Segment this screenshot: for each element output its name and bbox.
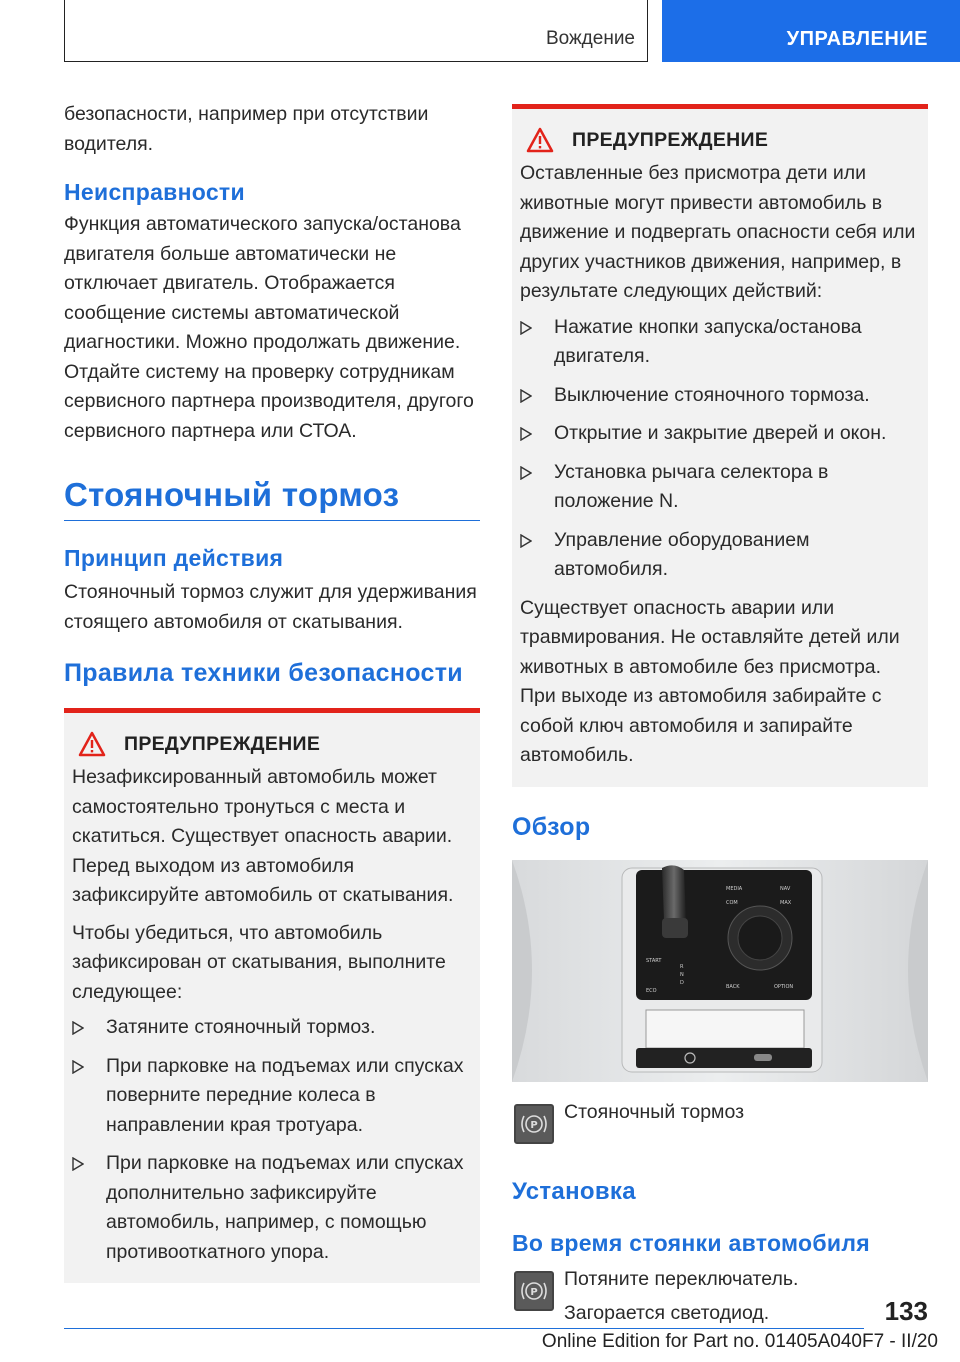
warning-triangle-icon bbox=[526, 127, 554, 153]
right-column bbox=[512, 104, 928, 1335]
malfunction-text: Функция автоматического запуска/останова двигателя больше автоматически не отключает двигатель. Отображается сообщение системы автоматической диагностики. Можно продолжать движение. Отдайте систему на проверку сотрудникам сервисного партнера производителя, другого сервисного партнера или СТОА. bbox=[64, 213, 474, 442]
warning-header bbox=[520, 127, 920, 153]
bullet-triangle-icon bbox=[520, 389, 532, 403]
warning-box-left bbox=[64, 708, 480, 1283]
warning-label: ПРЕДУПРЕЖДЕНИЕ bbox=[124, 732, 321, 755]
bullet-triangle-icon bbox=[520, 534, 532, 548]
led-text: Загорается светодиод. bbox=[564, 1301, 770, 1324]
safety-heading: Правила техники безопасности bbox=[64, 659, 463, 687]
edition-text: Online Edition for Part no. 01405A040F7 - II/20 bbox=[541, 1331, 938, 1352]
list-item-text: При парковке на подъемах или спусках дополнительно зафиксируйте автомобиль, например, с помощью противооткатного упора. bbox=[106, 1152, 464, 1263]
list-item-text: Открытие и закрытие дверей и окон. bbox=[554, 422, 887, 444]
svg-text:R: R bbox=[680, 963, 684, 970]
svg-text:COM: COM bbox=[726, 899, 738, 906]
svg-text:ECO: ECO bbox=[646, 987, 657, 994]
list-item bbox=[72, 1052, 472, 1141]
malfunction-heading: Неисправности bbox=[64, 179, 245, 205]
bullet-triangle-icon bbox=[72, 1157, 84, 1171]
svg-text:P: P bbox=[530, 1286, 538, 1298]
list-item-text: При парковке на подъемах или спусках поверните передние колеса в направлении края тротуара. bbox=[106, 1054, 464, 1136]
warning-list bbox=[72, 1013, 472, 1267]
svg-text:BACK: BACK bbox=[726, 983, 740, 990]
warning-text-2: Чтобы убедиться, что автомобиль зафиксирован от скатывания, выполните следующее: bbox=[72, 921, 446, 1003]
warning-text-1: Незафиксированный автомобиль может самостоятельно тронуться с места и скатиться. Существует опасность аварии. Перед выходом из автомобиля зафиксируйте автомобиль от скатывания. bbox=[72, 766, 454, 906]
list-item-text: Выключение стояночного тормоза. bbox=[554, 383, 870, 406]
parking-brake-icon bbox=[514, 1104, 554, 1144]
principle-text: Стояночный тормоз служит для удерживания стоящего автомобиля от скатывания. bbox=[64, 581, 477, 633]
svg-text:START: START bbox=[646, 957, 662, 964]
bullet-triangle-icon bbox=[520, 427, 532, 441]
list-item-text: Установка рычага селектора в положение N. bbox=[554, 460, 829, 512]
list-item bbox=[520, 526, 920, 585]
warning-text-1: Оставленные без присмотра дети или животные могут привести автомобиль в движение и подвергать опасности себя или других участников движения, например, в результате следующих действий: bbox=[520, 162, 916, 302]
pull-instruction-row bbox=[512, 1265, 928, 1335]
bullet-triangle-icon bbox=[520, 321, 532, 335]
warning-label: ПРЕДУПРЕЖДЕНИЕ bbox=[572, 128, 769, 151]
warning-triangle-icon bbox=[78, 731, 106, 757]
svg-text:N: N bbox=[680, 971, 684, 978]
install-heading: Установка bbox=[512, 1177, 636, 1205]
pull-text: Потяните переключатель. bbox=[564, 1267, 799, 1290]
list-item bbox=[520, 313, 920, 372]
warning-list bbox=[520, 313, 920, 585]
section-tab bbox=[64, 0, 648, 62]
bullet-triangle-icon bbox=[520, 466, 532, 480]
warning-box-right bbox=[512, 104, 928, 787]
list-item bbox=[520, 458, 920, 517]
chapter-tab bbox=[662, 0, 960, 62]
list-item bbox=[520, 381, 920, 411]
principle-heading: Принцип действия bbox=[64, 545, 284, 571]
list-item-text: Нажатие кнопки запуска/останова двигателя. bbox=[554, 315, 862, 367]
parking-brake-icon bbox=[514, 1271, 554, 1311]
overview-caption: Стояночный тормоз bbox=[564, 1100, 745, 1123]
parking-heading: Во время стоянки автомобиля bbox=[512, 1229, 870, 1256]
chapter-label: УПРАВЛЕНИЕ bbox=[786, 28, 928, 50]
center-console-illustration bbox=[512, 860, 928, 1082]
svg-text:NAV: NAV bbox=[780, 885, 791, 892]
list-item bbox=[72, 1149, 472, 1267]
svg-text:D: D bbox=[680, 979, 684, 986]
list-item bbox=[520, 419, 920, 449]
svg-text:MEDIA: MEDIA bbox=[726, 885, 743, 892]
warning-header bbox=[72, 731, 472, 757]
section-title-wrap bbox=[64, 476, 480, 521]
section-title: Стояночный тормоз bbox=[64, 476, 400, 513]
svg-text:OPTION: OPTION bbox=[774, 983, 794, 990]
intro-text: безопасности, например при отсутствии водителя. bbox=[64, 103, 429, 155]
svg-text:MAX: MAX bbox=[780, 899, 792, 906]
left-column bbox=[64, 100, 480, 1283]
footer-divider bbox=[64, 1328, 864, 1329]
list-item bbox=[72, 1013, 472, 1043]
svg-text:P: P bbox=[530, 1119, 538, 1131]
page-number: 133 bbox=[884, 1296, 928, 1326]
overview-heading: Обзор bbox=[512, 812, 591, 841]
list-item-text: Управление оборудованием автомобиля. bbox=[554, 528, 810, 580]
list-item-text: Затяните стояночный тормоз. bbox=[106, 1016, 376, 1038]
warning-text-2: Существует опасность аварии или травмирования. Не оставляйте детей или животных в автомобиле без присмотра. При выходе из автомобиля забирайте с собой ключ автомобиля и запирайте автомобиль. bbox=[520, 596, 900, 766]
section-label: Вождение bbox=[545, 28, 635, 49]
bullet-triangle-icon bbox=[72, 1021, 84, 1035]
caption-row bbox=[512, 1082, 928, 1144]
bullet-triangle-icon bbox=[72, 1060, 84, 1074]
